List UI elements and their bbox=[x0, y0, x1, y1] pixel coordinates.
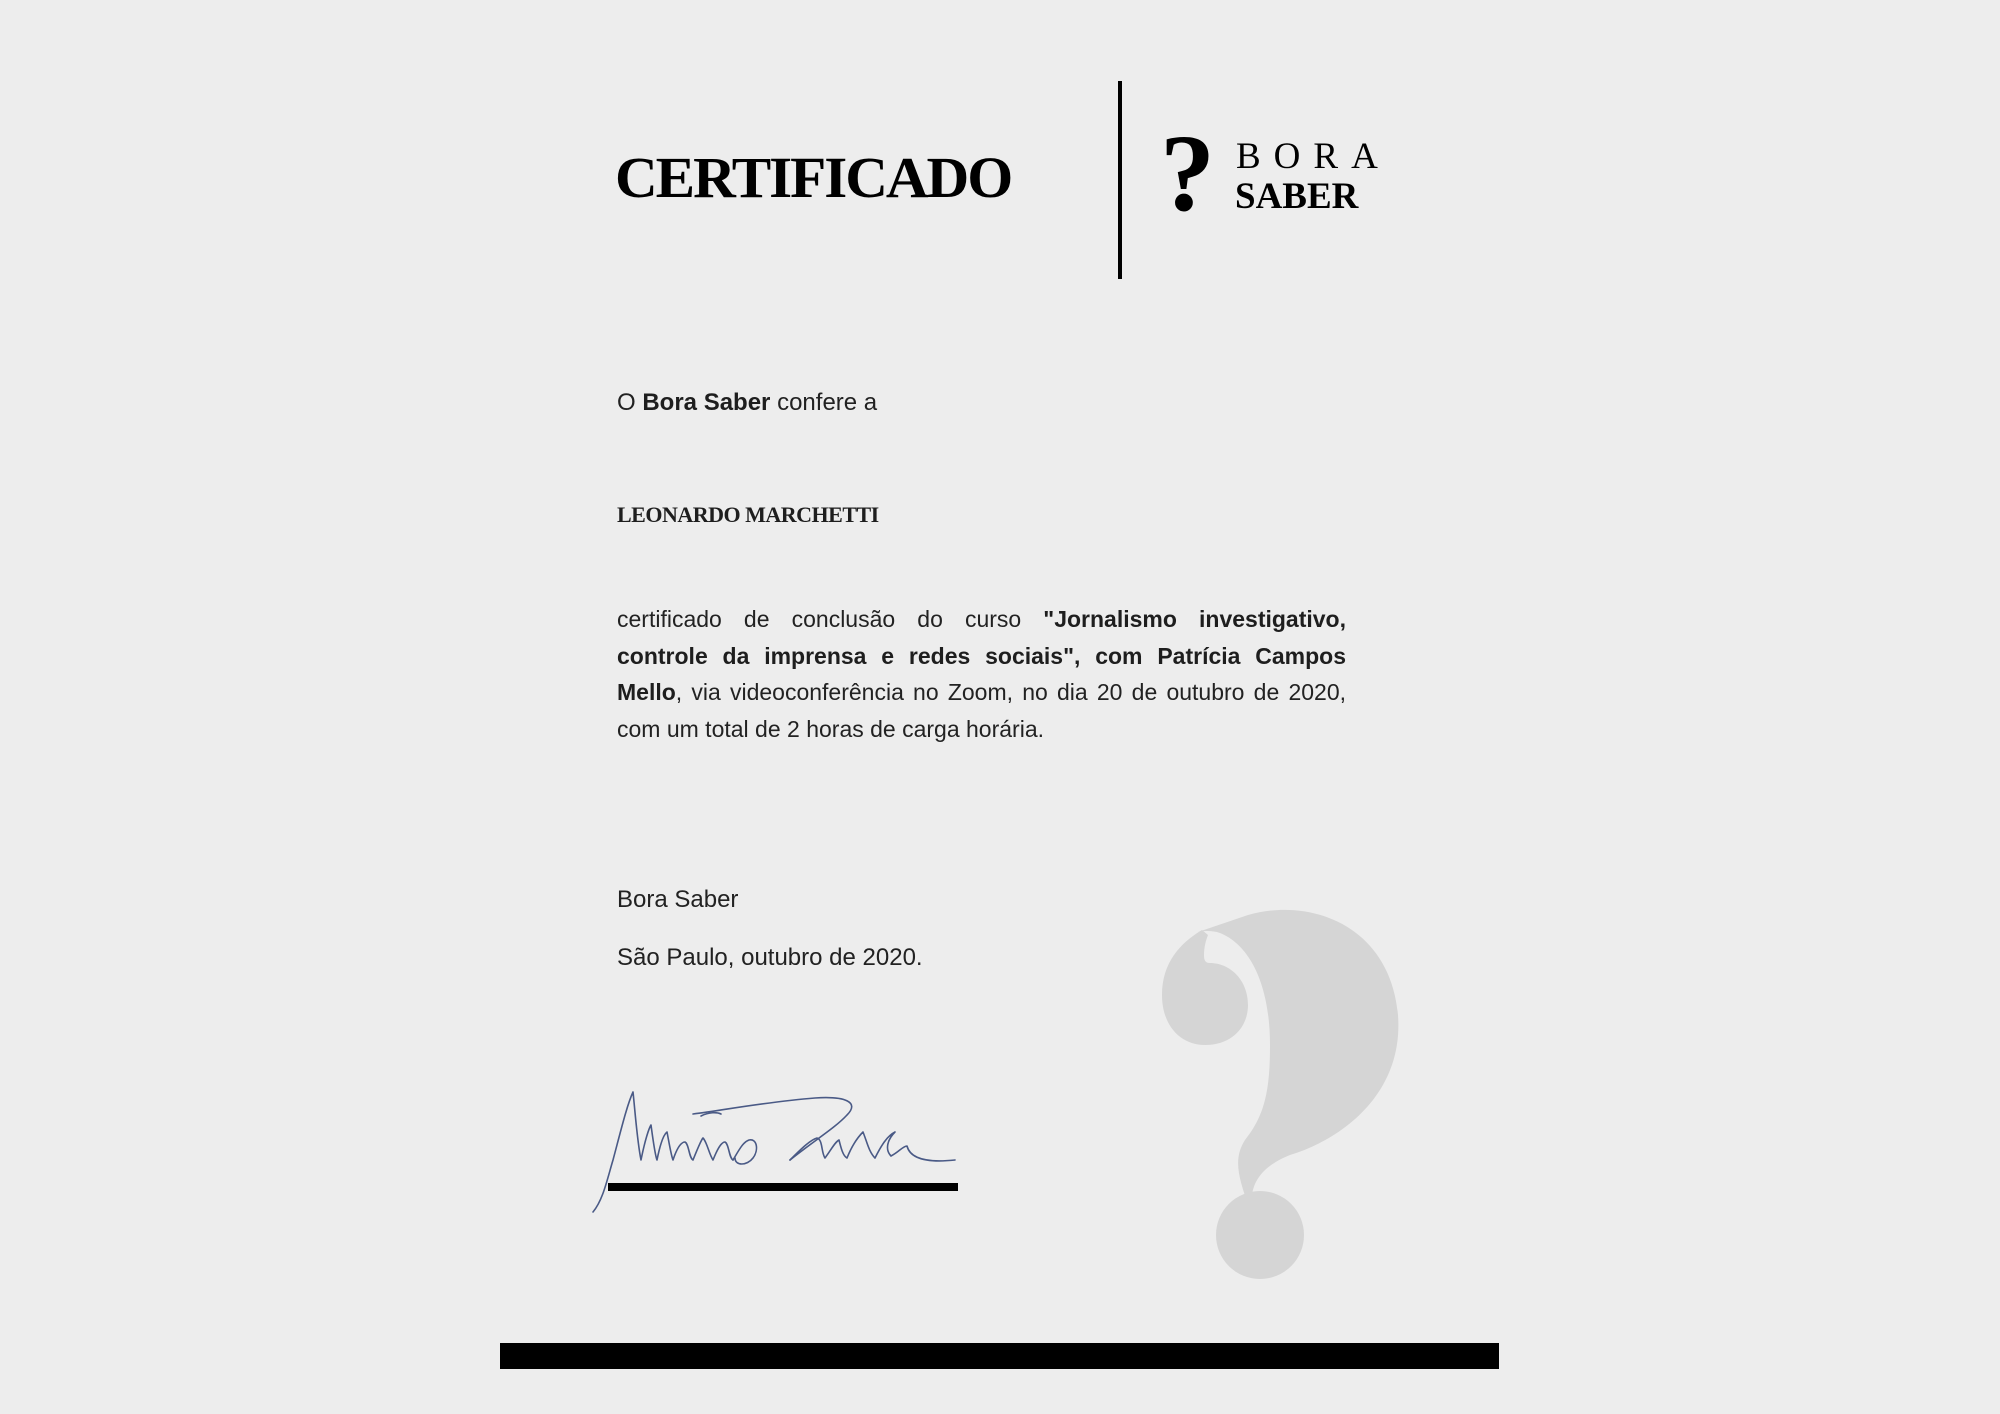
recipient-name: LEONARDO MARCHETTI bbox=[617, 502, 879, 527]
signature-icon bbox=[585, 1080, 975, 1220]
footer-bar bbox=[500, 1343, 1499, 1369]
logo-text-bora: BORA bbox=[1236, 136, 1391, 177]
question-mark-icon: ? bbox=[1160, 112, 1215, 234]
intro-suffix: confere a bbox=[770, 389, 878, 416]
body-part2: , via videoconferência no Zoom, no dia 20 de outubro de 2020, com um total de 2 horas de carga horária. bbox=[617, 679, 1346, 743]
signature-line bbox=[608, 1183, 958, 1191]
intro-prefix: O bbox=[617, 389, 643, 416]
intro-line bbox=[617, 388, 877, 418]
issuer-name: Bora Saber bbox=[617, 886, 739, 913]
question-mark-icon bbox=[1150, 905, 1400, 1280]
certificate-title: CERTIFICADO bbox=[615, 145, 1012, 210]
course-title: "Jornalismo investigativo, controle da imprensa e redes sociais", com Patrícia Campos Mello bbox=[617, 606, 1346, 706]
place-date: São Paulo, outubro de 2020. bbox=[617, 944, 923, 971]
certificate-body bbox=[617, 601, 1346, 748]
header-divider bbox=[1118, 81, 1122, 279]
body-part1: certificado de conclusão do curso bbox=[617, 606, 1044, 632]
intro-org: Bora Saber bbox=[642, 389, 771, 416]
logo-text-saber: SABER bbox=[1235, 176, 1359, 217]
